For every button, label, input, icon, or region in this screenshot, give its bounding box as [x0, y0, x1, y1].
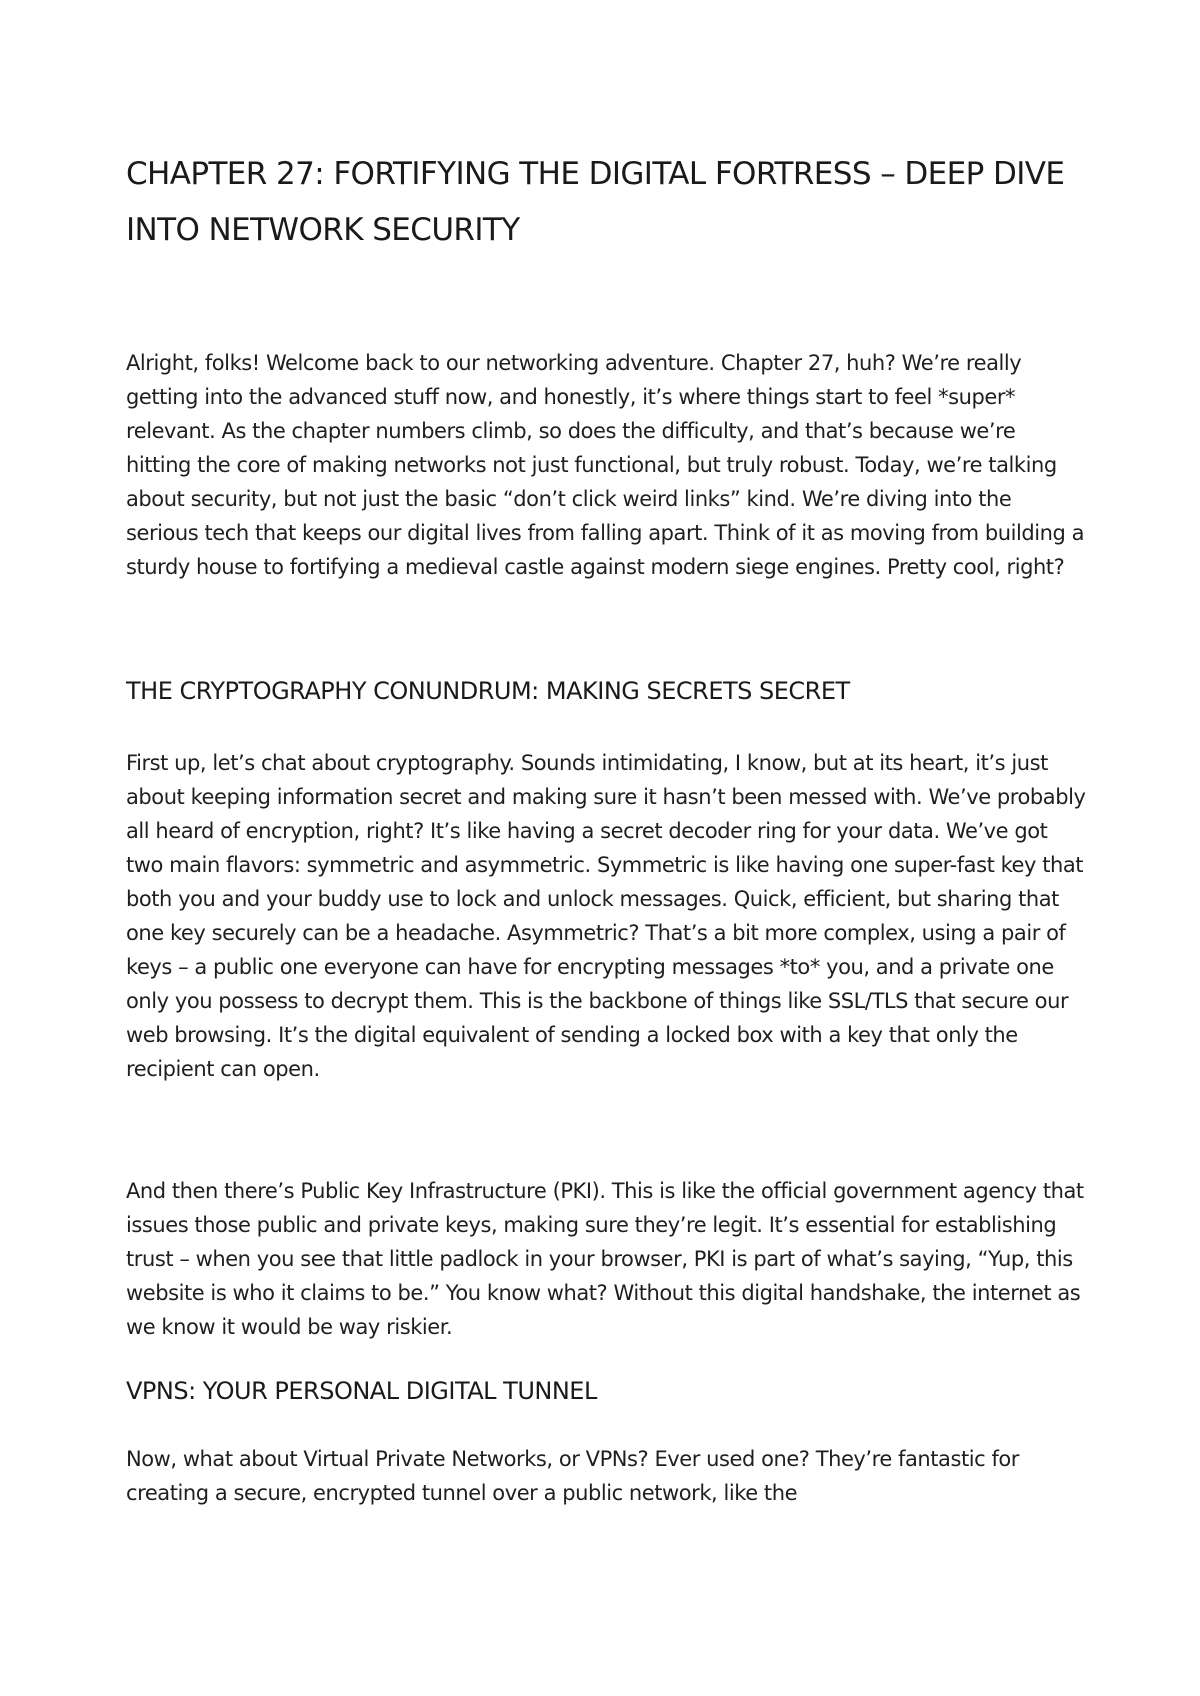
section-heading-cryptography: THE CRYPTOGRAPHY CONUNDRUM: MAKING SECRETS SECRET	[126, 677, 850, 705]
vpns-paragraph-1: Now, what about Virtual Private Networks, or VPNs? Ever used one? They’re fantastic for creating a secure, encrypted tunnel over a public network, like the	[126, 1447, 1019, 1505]
section-heading-vpns: VPNS: YOUR PERSONAL DIGITAL TUNNEL	[126, 1377, 597, 1405]
page-content	[126, 146, 1086, 1510]
chapter-title: CHAPTER 27: FORTIFYING THE DIGITAL FORTRESS – DEEP DIVE INTO NETWORK SECURITY	[126, 156, 1065, 248]
cryptography-paragraph-1: First up, let’s chat about cryptography. Sounds intimidating, I know, but at its heart, it’s just about keeping information secret and making sure it hasn’t been messed with. We’ve probably all heard of encryption, right? It’s like having a secret decoder ring for your data. We’ve got two main flavors: symmetric and asymmetric. Symmetric is like having one super-fast key that both you and your buddy use to lock and unlock messages. Quick, efficient, but sharing that one key securely can be a headache. Asymmetric? That’s a bit more complex, using a pair of keys – a public one everyone can have for encrypting messages *to* you, and a private one only you possess to decrypt them. This is the backbone of things like SSL/TLS that secure our web browsing. It’s the digital equivalent of sending a locked box with a key that only the recipient can open.	[126, 751, 1086, 1081]
cryptography-paragraph-2: And then there’s Public Key Infrastructure (PKI). This is like the official government agency that issues those public and private keys, making sure they’re legit. It’s essential for establishing trust – when you see that little padlock in your browser, PKI is part of what’s saying, “Yup, this website is who it claims to be.” You know what? Without this digital handshake, the internet as we know it would be way riskier.	[126, 1179, 1084, 1339]
intro-paragraph: Alright, folks! Welcome back to our networking adventure. Chapter 27, huh? We’re really getting into the advanced stuff now, and honestly, it’s where things start to feel *super* relevant. As the chapter numbers climb, so does the difficulty, and that’s because we’re hitting the core of making networks not just functional, but truly robust. Today, we’re talking about security, but not just the basic “don’t click weird links” kind. We’re diving into the serious tech that keeps our digital lives from falling apart. Think of it as moving from building a sturdy house to fortifying a medieval castle against modern siege engines. Pretty cool, right?	[126, 351, 1085, 579]
